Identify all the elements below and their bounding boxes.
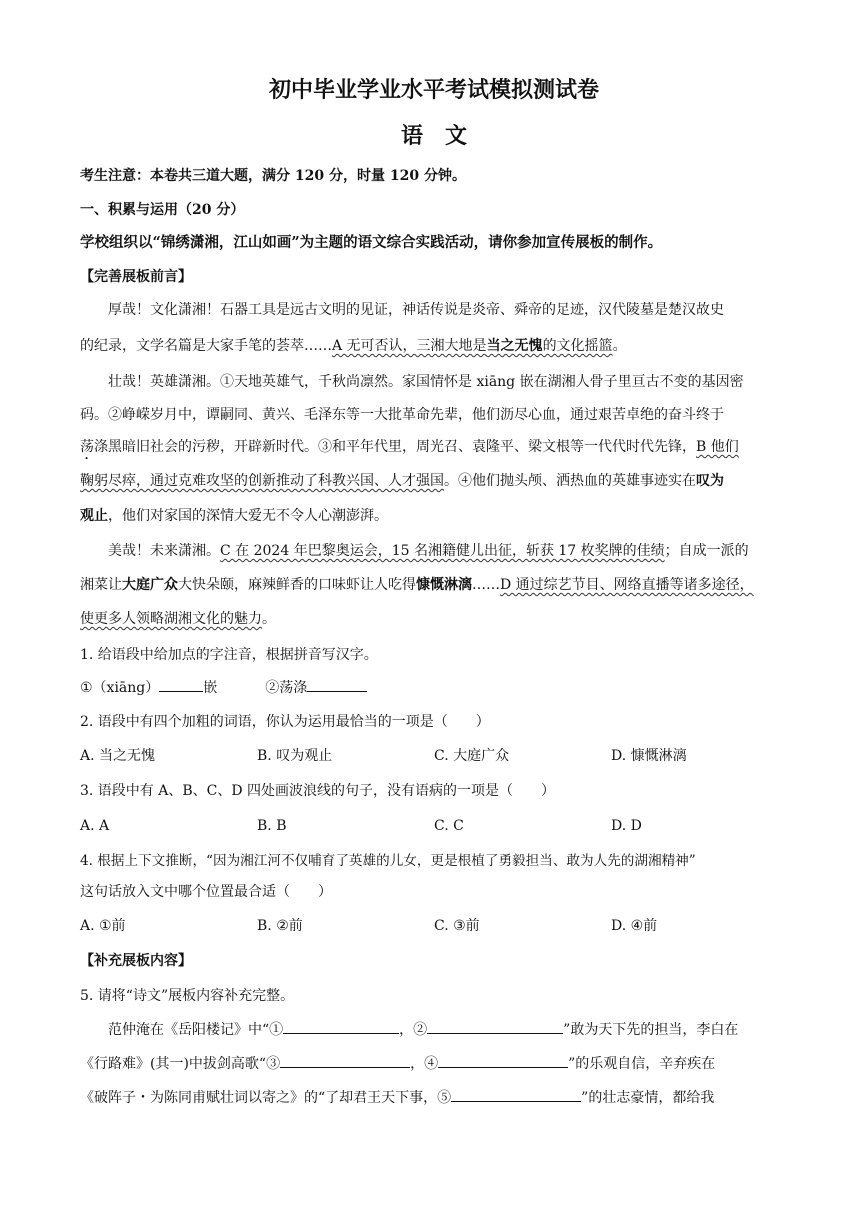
question-5-line3	[80, 1087, 714, 1108]
q2-option-a[interactable]: A. 当之无愧	[80, 748, 156, 764]
question-4-stem-line2: 这句话放入文中哪个位置最合适（ ）	[80, 884, 332, 900]
bold-term-d: 慷慨淋漓	[416, 577, 472, 593]
text-fragment: 美哉！未来潇湘。	[108, 543, 220, 559]
paragraph-future-line1	[108, 541, 749, 561]
wavy-sentence-b-start: B 他们	[696, 439, 739, 455]
subject-title: 语 文	[400, 123, 467, 149]
text-fragment: ”的乐观自信，辛弃疾在	[568, 1056, 716, 1072]
paragraph-hero-line1: 壮哉！英雄潇湘。①天地英雄气，千秋尚凛然。家国情怀是 xiāng 嵌在湖湘人骨子里亘古不变的基因密	[108, 374, 744, 390]
exam-notice: 考生注意：本卷共三道大题，满分 120 分，时量 120 分钟。	[80, 168, 466, 184]
question-5-line1	[108, 1019, 738, 1040]
text-fragment: 的纪录，文学名篇是大家手笔的荟萃……	[80, 338, 332, 354]
wavy-sentence-a	[332, 338, 613, 354]
q3-option-c[interactable]: C. C	[434, 818, 464, 834]
text-fragment: 。	[262, 611, 276, 627]
wavy-sentence-d: 使更多人领略湖湘文化的魅力	[80, 611, 262, 627]
wavy-sentence-d-start: D 通过综艺节目、网络直播等诸多途径，	[500, 577, 754, 593]
text-fragment: ，他们对家国的深情大爱无不令人心潮澎湃。	[108, 508, 388, 524]
text-fragment: ”敢为天下先的担当，李白在	[563, 1022, 739, 1038]
q3-option-a[interactable]: A. A	[80, 818, 110, 834]
q2-option-b[interactable]: B. 叹为观止	[257, 748, 333, 764]
paragraph-culture-line1: 厚哉！文化潇湘！石器工具是远古文明的见证，神话传说是炎帝、舜帝的足迹，汉代陵墓是楚汉故史	[108, 302, 724, 318]
q3-option-b[interactable]: B. B	[257, 818, 287, 834]
question-3-stem: 3. 语段中有 A、B、C、D 四处画波浪线的句子，没有语病的一项是（ ）	[80, 783, 556, 799]
text-fragment: 《行路难》(其一)中拔剑高歌“③	[80, 1056, 281, 1072]
paragraph-hero-line5	[80, 506, 388, 526]
q2-option-c[interactable]: C. 大庭广众	[434, 748, 510, 764]
text-fragment: 涤	[94, 439, 108, 455]
text-fragment: ……	[472, 577, 500, 593]
q5-blank-4[interactable]	[438, 1053, 568, 1068]
q1-blank-1[interactable]	[159, 677, 203, 692]
paragraph-hero-line3	[80, 437, 739, 463]
q5-blank-2[interactable]	[427, 1019, 563, 1034]
question-1-answers	[80, 677, 367, 698]
question-1-stem: 1. 给语段中给加点的字注音，根据拼音写汉字。	[80, 647, 378, 663]
text-fragment: 大快朵颐，麻辣鲜香的口味虾让人吃得	[178, 577, 416, 593]
paragraph-hero-line2: 码。②峥嵘岁月中，谭嗣同、黄兴、毛泽东等一大批革命先辈，他们沥尽心血，通过艰苦卓绝的奋斗终于	[80, 407, 724, 423]
text-fragment: 黑暗旧社会的污秽，开辟新时代。③和平年代里，周光召、袁隆平、梁文根等一代代时代先锋，	[108, 439, 696, 455]
subsection-supplement: 【补充展板内容】	[80, 953, 192, 969]
text-fragment: ；自成一派的	[664, 543, 749, 559]
question-5-stem: 5. 请将“诗文”展板内容补充完整。	[80, 988, 295, 1004]
bold-term-b-start: 叹为	[696, 473, 724, 489]
text-fragment: ”的壮志豪情，都给我	[581, 1090, 715, 1106]
q4-option-b[interactable]: B. ②前	[257, 918, 303, 934]
q5-blank-5[interactable]	[451, 1087, 581, 1102]
q3-option-d[interactable]: D. D	[611, 818, 642, 834]
text-fragment: 的文化摇篮	[542, 338, 613, 354]
paragraph-culture-line2	[80, 336, 627, 356]
bold-term-b: 观止	[80, 508, 108, 524]
q1-blank-2[interactable]	[307, 677, 367, 692]
exam-title: 初中毕业学业水平考试模拟测试卷	[268, 77, 599, 103]
wavy-sentence-b: 鞠躬尽瘁，通过克难攻坚的创新推动了科教兴国、人才强国	[80, 473, 444, 489]
text-fragment: A 无可否认，三湘大地是	[332, 338, 487, 354]
q5-blank-1[interactable]	[283, 1019, 399, 1034]
section-heading: 一、积累与运用（20 分）	[80, 202, 245, 218]
q1-item-2-label: ②荡涤	[265, 680, 308, 696]
dotted-char: 荡	[80, 439, 94, 455]
text-fragment: ，④	[410, 1056, 439, 1072]
activity-intro: 学校组织以“锦绣潇湘，江山如画”为主题的语文综合实践活动，请你参加宣传展板的制作。	[80, 234, 663, 251]
bold-term-c: 大庭广众	[122, 577, 178, 593]
text-fragment: ，②	[399, 1022, 428, 1038]
q2-option-d[interactable]: D. 慷慨淋漓	[611, 748, 687, 764]
subsection-preface: 【完善展板前言】	[80, 269, 192, 285]
text-fragment: 。	[612, 338, 627, 354]
paragraph-hero-line4	[80, 471, 724, 491]
text-fragment: 《破阵子・为陈同甫赋壮词以寄之》的“了却君王天下事，⑤	[80, 1090, 452, 1106]
q4-option-c[interactable]: C. ③前	[434, 918, 480, 934]
text-fragment: 范仲淹在《岳阳楼记》中“①	[108, 1022, 284, 1038]
bold-term-a: 当之无愧	[486, 338, 543, 354]
paragraph-future-line2	[80, 575, 754, 595]
question-2-stem: 2. 语段中有四个加粗的词语，你认为运用最恰当的一项是（ ）	[80, 714, 490, 730]
question-4-stem-line1: 4. 根据上下文推断，“因为湘江河不仅哺育了英雄的儿女，更是根植了勇毅担当、敢为人先的湖湘精神”	[80, 853, 696, 869]
text-fragment: 湘菜让	[80, 577, 122, 593]
q1-item-1-label: ①（xiāng）	[80, 680, 160, 696]
q4-option-a[interactable]: A. ①前	[80, 918, 126, 934]
text-fragment: 。④他们抛头颅、洒热血的英雄事迹实在	[444, 473, 696, 489]
question-5-line2	[80, 1053, 715, 1074]
paragraph-future-line3	[80, 609, 276, 629]
q1-item-1-char: 嵌	[203, 680, 218, 696]
q5-blank-3[interactable]	[280, 1053, 410, 1068]
wavy-sentence-c: C 在 2024 年巴黎奥运会，15 名湘籍健儿出征，斩获 17 枚奖牌的佳绩	[220, 543, 665, 559]
q4-option-d[interactable]: D. ④前	[611, 918, 658, 934]
